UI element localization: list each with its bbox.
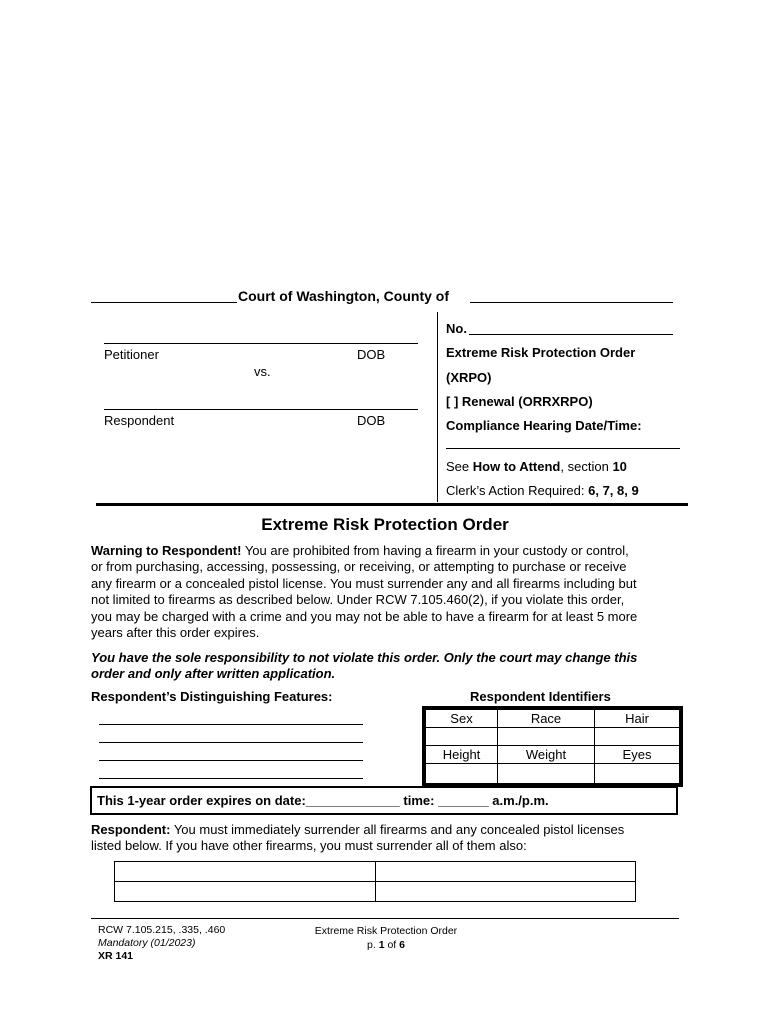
- identifiers-title: Respondent Identifiers: [470, 689, 611, 704]
- renewal-label: Renewal (ORRXRPO): [461, 394, 593, 409]
- sex-header: Sex: [426, 710, 498, 728]
- firearm-cell[interactable]: [376, 862, 636, 882]
- surrender-line: listed below. If you have other firearms, you must surrender all of them also:: [91, 838, 527, 853]
- features-field[interactable]: [99, 778, 363, 779]
- footer-center: [286, 924, 486, 952]
- respondent-dob-label: DOB: [357, 413, 386, 428]
- page-prefix: p.: [367, 939, 376, 951]
- respondent-name-field[interactable]: [104, 409, 418, 410]
- clerk-action-label: Clerk’s Action Required:: [446, 483, 585, 498]
- footer-title: Extreme Risk Protection Order: [314, 925, 458, 937]
- how-to-attend-link: How to Attend: [472, 459, 561, 474]
- eyes-field[interactable]: [595, 764, 680, 784]
- responsibility-paragraph: [91, 650, 691, 682]
- petitioner-name-field[interactable]: [104, 343, 418, 344]
- features-field[interactable]: [99, 742, 363, 743]
- how-to-attend-note: [446, 459, 627, 474]
- case-no-field[interactable]: [469, 334, 673, 335]
- compliance-hearing-label: Compliance Hearing Date/Time:: [446, 418, 642, 433]
- warning-line: you may be charged with a crime and you may not be able to have a firearm for at least 5 more: [91, 608, 638, 624]
- form-id: XR 141: [98, 950, 134, 962]
- expiration-box: [90, 786, 678, 815]
- rcw-citation: RCW 7.105.215, .335, .460: [98, 924, 226, 936]
- firearm-cell[interactable]: [115, 882, 376, 902]
- order-title-header: Extreme Risk Protection Order: [446, 345, 636, 360]
- sex-field[interactable]: [426, 728, 498, 746]
- petitioner-dob-label: DOB: [357, 347, 386, 362]
- court-title: Court of Washington, County of: [238, 288, 449, 304]
- features-field[interactable]: [99, 724, 363, 725]
- mandatory-date: Mandatory (01/2023): [98, 937, 196, 949]
- race-field[interactable]: [498, 728, 595, 746]
- warning-line: not limited to firearms as described below. Under RCW 7.105.460(2), if you violate this order,: [91, 592, 625, 608]
- respondent-surrender-paragraph: [91, 822, 691, 854]
- caption-bottom-rule: [96, 503, 688, 506]
- clerk-action-note: [446, 483, 639, 498]
- order-abbrev: (XRPO): [446, 370, 492, 385]
- responsibility-line: You have the sole responsibility to not violate this order. Only the court may change this: [91, 650, 638, 665]
- responsibility-line: order and only after written application.: [91, 666, 336, 681]
- weight-field[interactable]: [498, 764, 595, 784]
- eyes-header: Eyes: [595, 746, 680, 764]
- respondent-label: Respondent: [104, 413, 175, 428]
- caption-divider: [437, 312, 438, 502]
- section-text: , section: [560, 459, 609, 474]
- page-number: [286, 938, 486, 952]
- clerk-action-sections: 6, 7, 8, 9: [588, 483, 639, 498]
- county-blank-left[interactable]: [91, 302, 237, 303]
- compliance-hearing-field[interactable]: [446, 448, 680, 449]
- page-total: 6: [399, 939, 405, 951]
- vs-label: vs.: [254, 364, 271, 379]
- footer-rule: [91, 918, 679, 919]
- height-field[interactable]: [426, 764, 498, 784]
- county-name-field[interactable]: [470, 302, 673, 303]
- footer-left: [98, 924, 225, 963]
- warning-label: Warning to Respondent!: [91, 543, 242, 558]
- warning-paragraph: [91, 543, 691, 641]
- case-no-label: No.: [446, 321, 467, 336]
- identifiers-table: [422, 706, 683, 787]
- respondent-surrender-label: Respondent:: [91, 822, 171, 837]
- weight-header: Weight: [498, 746, 595, 764]
- firearm-cell[interactable]: [115, 862, 376, 882]
- firearm-cell[interactable]: [376, 882, 636, 902]
- warning-line: years after this order expires.: [91, 625, 260, 641]
- see-prefix: See: [446, 459, 470, 474]
- page-title: Extreme Risk Protection Order: [261, 515, 509, 534]
- distinguishing-features-label: Respondent’s Distinguishing Features:: [91, 689, 333, 704]
- page-of: of: [387, 939, 397, 951]
- features-field[interactable]: [99, 760, 363, 761]
- section-number: 10: [612, 459, 627, 474]
- hair-header: Hair: [595, 710, 680, 728]
- warning-line: You are prohibited from having a firearm in your custody or control,: [241, 543, 629, 558]
- expiration-text[interactable]: This 1-year order expires on date:_____________ time: _______ a.m./p.m.: [97, 793, 549, 808]
- warning-line: or from purchasing, accessing, possessing, or receiving, or attempting to purchase or receive: [91, 559, 627, 575]
- height-header: Height: [426, 746, 498, 764]
- hair-field[interactable]: [595, 728, 680, 746]
- firearms-table: [114, 861, 636, 902]
- race-header: Race: [498, 710, 595, 728]
- renewal-checkbox[interactable]: [ ]: [446, 394, 459, 409]
- renewal-option: [446, 394, 593, 409]
- warning-line: any firearm or a concealed pistol license. You must surrender any and all firearms including but: [91, 575, 637, 591]
- petitioner-label: Petitioner: [104, 347, 159, 362]
- page-current: 1: [378, 939, 385, 951]
- surrender-line: You must immediately surrender all firearms and any concealed pistol licenses: [170, 822, 625, 837]
